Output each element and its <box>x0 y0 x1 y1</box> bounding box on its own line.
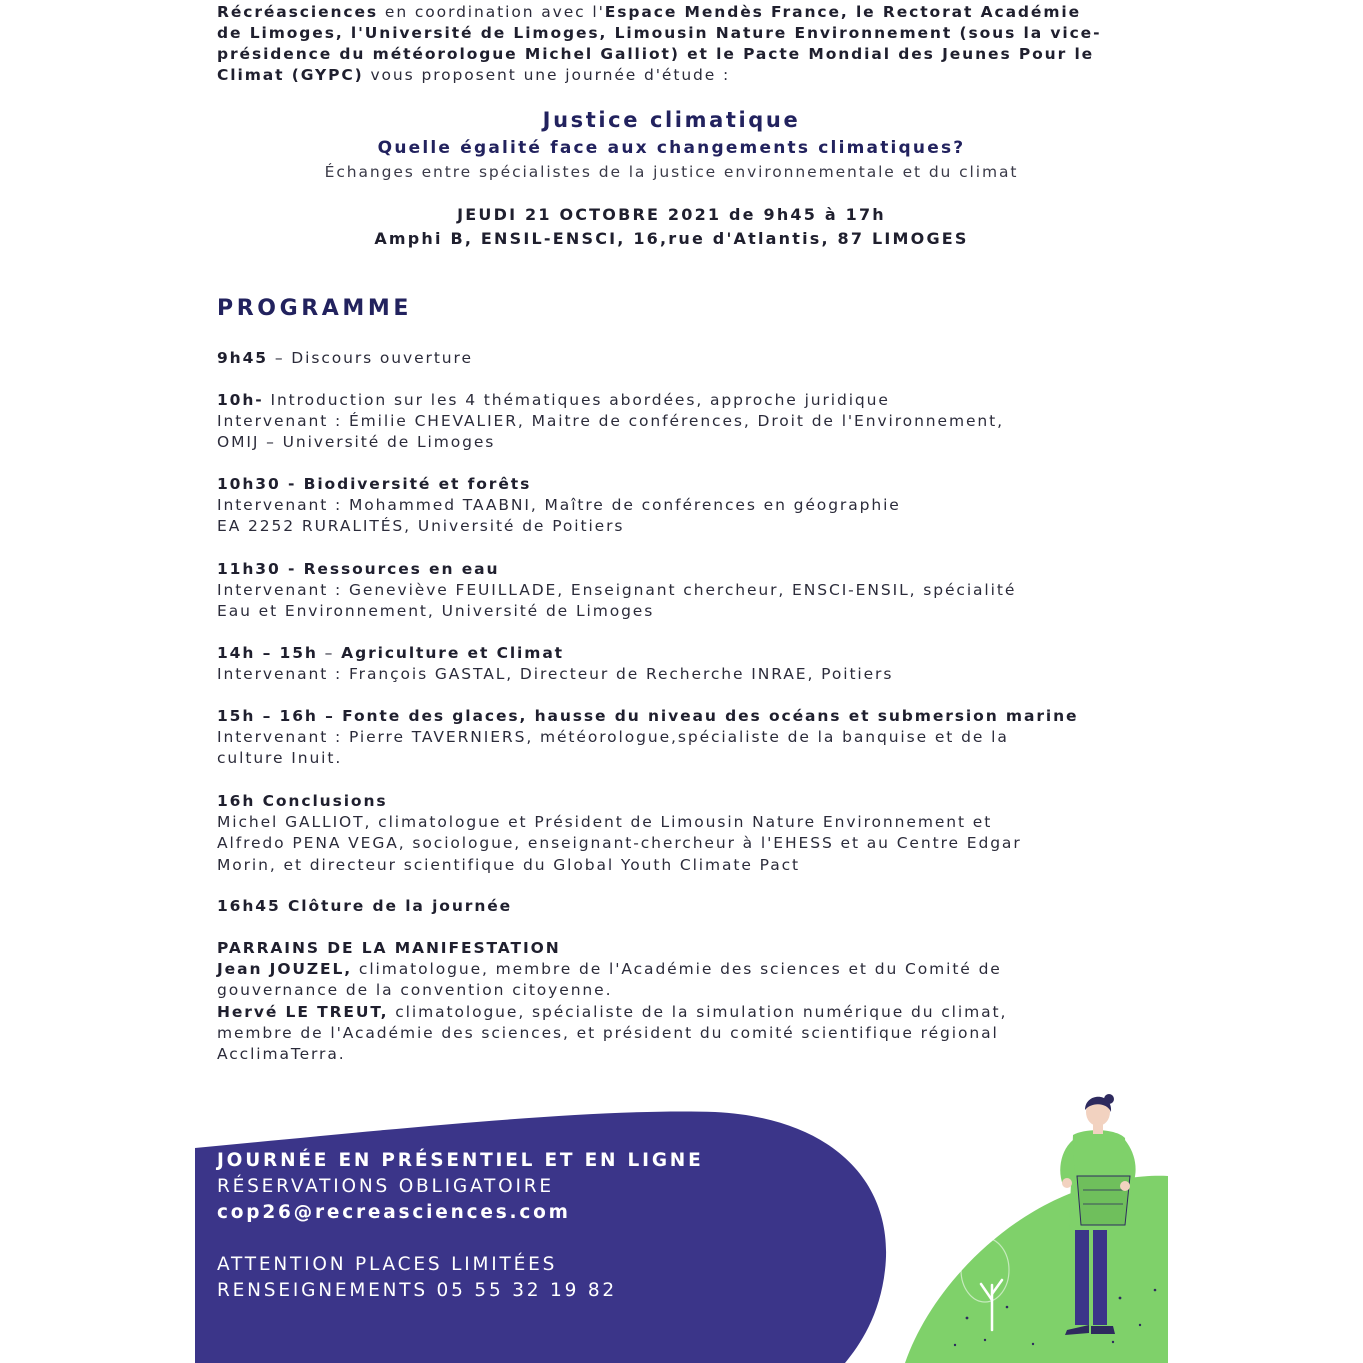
bold-text: 9h45 <box>217 349 268 367</box>
event-date: JEUDI 21 OCTOBRE 2021 de 9h45 à 17h <box>457 205 886 224</box>
bold-text: 14h – 15h <box>217 644 318 662</box>
body-text: Michel GALLIOT, climatologue et Président de Limousin Nature Environnement et <box>217 813 993 832</box>
body-text: culture Inuit. <box>217 749 343 768</box>
bold-text: PARRAINS DE LA MANIFESTATION <box>217 939 561 957</box>
body-text: membre de l'Académie des sciences, et président du comité scientifique régional <box>217 1023 999 1042</box>
body-text: Alfredo PENA VEGA, sociologue, enseignant-chercheur à l'EHESS et au Centre Edgar <box>217 834 1022 853</box>
body-text: Intervenant : François GASTAL, Directeur de Recherche INRAE, Poitiers <box>217 665 894 684</box>
footer-phone: RENSEIGNEMENTS 05 55 32 19 82 <box>217 1280 617 1301</box>
body-text: gouvernance de la convention citoyenne. <box>217 981 613 1000</box>
body-text: Intervenant : Geneviève FEUILLADE, Enseignant chercheur, ENSCI-ENSIL, spécialité <box>217 581 1017 600</box>
bold-text: Climat (GYPC) <box>217 66 364 84</box>
bold-text: 10h30 - Biodiversité et forêts <box>217 475 532 493</box>
body-text: EA 2252 RURALITÉS, Université de Poitiers <box>217 517 625 536</box>
event-tagline: Échanges entre spécialistes de la justice environnementale et du climat <box>324 163 1019 181</box>
bold-text: 16h45 Clôture de la journée <box>217 897 513 915</box>
body-text: – <box>317 644 342 662</box>
programme-heading: PROGRAMME <box>217 296 413 321</box>
body-text: en coordination avec l' <box>378 3 605 21</box>
bold-text: 10h- <box>217 391 264 409</box>
body-text: Morin, et directeur scientifique du Global Youth Climate Pact <box>217 855 800 874</box>
bold-text: Récréasciences <box>217 3 379 21</box>
body-text: vous proposent une journée d'étude : <box>363 66 731 84</box>
body-text: Introduction sur les 4 thématiques abordées, approche juridique <box>263 391 890 409</box>
body-text: Eau et Environnement, Université de Limoges <box>217 602 655 621</box>
event-location: Amphi B, ENSIL-ENSCI, 16,rue d'Atlantis, 87 LIMOGES <box>374 229 969 248</box>
bold-text: Agriculture et Climat <box>341 644 564 662</box>
event-title: Justice climatique <box>542 108 801 132</box>
body-text: Intervenant : Émilie CHEVALIER, Maitre de conférences, Droit de l'Environnement, <box>217 412 1004 431</box>
footer-email: cop26@recreasciences.com <box>217 1202 571 1223</box>
body-text: OMIJ – Université de Limoges <box>217 433 496 452</box>
body-text: AcclimaTerra. <box>217 1045 346 1064</box>
bold-text: 15h – 16h – Fonte des glaces, hausse du niveau des océans et submersion marine <box>217 707 1079 725</box>
bold-text: 11h30 - Ressources en eau <box>217 560 500 578</box>
footer-limited-places: ATTENTION PLACES LIMITÉES <box>217 1254 558 1275</box>
footer-format-line: JOURNÉE EN PRÉSENTIEL ET EN LIGNE <box>217 1150 704 1171</box>
bold-text: Jean JOUZEL, <box>217 960 353 979</box>
bold-text: présidence du météorologue Michel Galliot) et le Pacte Mondial des Jeunes Pour le <box>217 45 1095 63</box>
body-text: climatologue, spécialiste de la simulation numérique du climat, <box>388 1002 1008 1021</box>
body-text: Intervenant : Pierre TAVERNIERS, météorologue,spécialiste de la banquise et de la <box>217 728 1009 747</box>
bold-text: de Limoges, l'Université de Limoges, Limousin Nature Environnement (sous la vice- <box>217 24 1102 42</box>
flyer-page <box>195 0 1168 1363</box>
body-text: climatologue, membre de l'Académie des sciences et du Comité de <box>352 960 1002 979</box>
body-text: Intervenant : Mohammed TAABNI, Maître de conférences en géographie <box>217 496 901 515</box>
bold-text: Espace Mendès France, le Rectorat Académie <box>604 3 1082 21</box>
bold-text: Hervé LE TREUT, <box>217 1002 389 1021</box>
event-subtitle: Quelle égalité face aux changements climatiques? <box>377 138 966 158</box>
bold-text: 16h Conclusions <box>217 792 388 810</box>
footer-reservation-line: RÉSERVATIONS OBLIGATOIRE <box>217 1176 554 1197</box>
body-text: – Discours ouverture <box>268 349 473 367</box>
